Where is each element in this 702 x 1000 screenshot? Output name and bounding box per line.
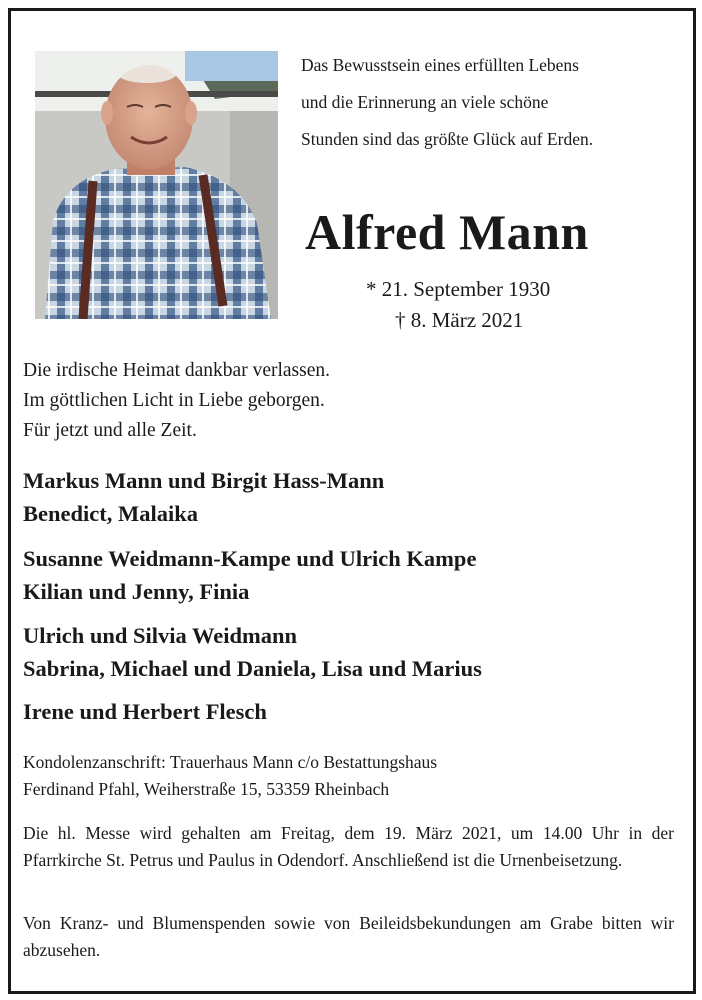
family-group-3 bbox=[23, 619, 482, 685]
farewell-line: Im göttlichen Licht in Liebe geborgen. bbox=[23, 390, 325, 411]
family-group-4 bbox=[23, 695, 267, 728]
portrait-photo bbox=[35, 51, 278, 319]
birth-date: * 21. September 1930 bbox=[366, 277, 551, 301]
memorial-quote bbox=[301, 47, 691, 158]
address-line: Kondolenzanschrift: Trauerhaus Mann c/o Bestattungshaus bbox=[23, 752, 438, 772]
family-line: Benedict, Malaika bbox=[23, 501, 198, 526]
mass-notice: Die hl. Messe wird gehalten am Freitag, dem 19. März 2021, um 14.00 Uhr in der Pfarrkirche St. Petrus und Paulus in Odendorf. Anschließend ist die Urnenbeisetzung. bbox=[23, 823, 674, 870]
quote-line: Das Bewusstsein eines erfüllten Lebens bbox=[301, 55, 579, 75]
address-line: Ferdinand Pfahl, Weiherstraße 15, 53359 Rheinbach bbox=[23, 779, 390, 799]
family-line: Ulrich und Silvia Weidmann bbox=[23, 623, 298, 648]
flowers-notice: Von Kranz- und Blumenspenden sowie von Beileidsbekundungen am Grabe bitten wir abzusehen. bbox=[23, 913, 674, 960]
family-group-2 bbox=[23, 542, 476, 608]
death-date: † 8. März 2021 bbox=[395, 308, 524, 332]
family-group-1 bbox=[23, 464, 384, 530]
condolence-address bbox=[23, 749, 437, 803]
farewell-line: Für jetzt und alle Zeit. bbox=[23, 420, 197, 441]
family-line: Markus Mann und Birgit Hass-Mann bbox=[23, 468, 385, 493]
quote-line: und die Erinnerung an viele schöne bbox=[301, 92, 549, 112]
family-line: Sabrina, Michael und Daniela, Lisa und Marius bbox=[23, 656, 482, 681]
farewell-line: Die irdische Heimat dankbar verlassen. bbox=[23, 360, 331, 381]
family-line: Susanne Weidmann-Kampe und Ulrich Kampe bbox=[23, 546, 477, 571]
family-line: Kilian und Jenny, Finia bbox=[23, 579, 250, 604]
quote-line: Stunden sind das größte Glück auf Erden. bbox=[301, 129, 594, 149]
farewell-text bbox=[23, 356, 330, 446]
portrait-illustration bbox=[35, 51, 278, 319]
obituary-frame bbox=[8, 8, 696, 994]
deceased-name: Alfred Mann bbox=[305, 204, 589, 260]
family-line: Irene und Herbert Flesch bbox=[23, 699, 267, 724]
